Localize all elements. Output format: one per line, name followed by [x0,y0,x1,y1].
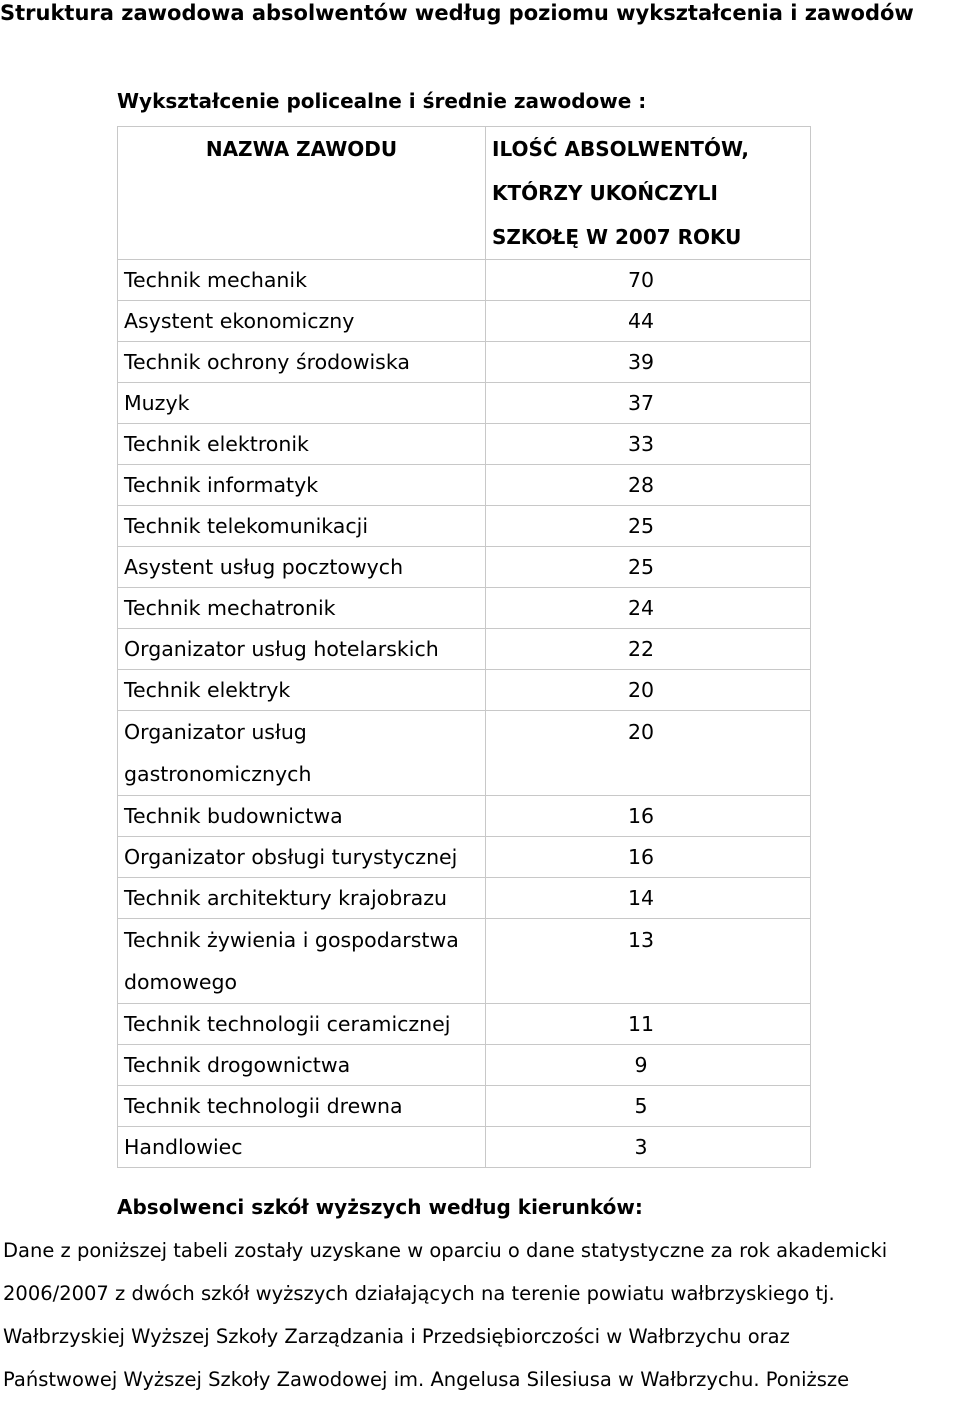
table-row [118,383,811,424]
profession-name: Technik technologii ceramicznej [118,1004,486,1045]
profession-name: Asystent ekonomiczny [118,301,486,342]
graduate-count: 44 [486,301,811,342]
graduate-count: 22 [486,629,811,670]
table-row [118,796,811,837]
table-row [118,629,811,670]
graduate-count: 20 [486,670,811,711]
graduate-count: 20 [486,711,811,796]
graduate-count: 9 [486,1045,811,1086]
table-row [118,588,811,629]
table-row [118,878,811,919]
graduate-count: 24 [486,588,811,629]
profession-name: Organizator obsługi turystycznej [118,837,486,878]
profession-name: Handlowiec [118,1127,486,1168]
table-row [118,424,811,465]
table-row [118,1086,811,1127]
section-heading-vocational: Wykształcenie policealne i średnie zawodowe : [117,89,647,113]
graduate-count: 39 [486,342,811,383]
graduate-count: 3 [486,1127,811,1168]
profession-name: Asystent usług pocztowych [118,547,486,588]
table-row [118,711,811,796]
profession-name: Technik mechatronik [118,588,486,629]
profession-name: Muzyk [118,383,486,424]
table-row [118,670,811,711]
profession-name: Technik informatyk [118,465,486,506]
table-row [118,1045,811,1086]
paragraph-line: Wałbrzyskiej Wyższej Szkoły Zarządzania i Przedsiębiorczości w Wałbrzychu oraz [3,1325,790,1348]
column-header-profession: NAZWA ZAWODU [118,127,486,260]
profession-name: Organizator usług gastronomicznych [118,711,486,796]
paragraph-line: Dane z poniższej tabeli zostały uzyskane w oparciu o dane statystyczne za rok akademicki [3,1239,888,1262]
table-row [118,301,811,342]
graduate-count: 14 [486,878,811,919]
profession-name: Technik technologii drewna [118,1086,486,1127]
profession-name: Technik elektronik [118,424,486,465]
table-row [118,1127,811,1168]
table-header-row [118,127,811,260]
table-row [118,342,811,383]
profession-name: Organizator usług hotelarskich [118,629,486,670]
paragraph-line: Państwowej Wyższej Szkoły Zawodowej im. Angelusa Silesiusa w Wałbrzychu. Poniższe [3,1368,850,1391]
table-row [118,547,811,588]
profession-name: Technik drogownictwa [118,1045,486,1086]
header-line: KTÓRZY UKOŃCZYLI [492,181,718,205]
graduate-count: 16 [486,796,811,837]
graduate-count: 33 [486,424,811,465]
profession-name: Technik ochrony środowiska [118,342,486,383]
profession-name: Technik budownictwa [118,796,486,837]
paragraph-line: 2006/2007 z dwóch szkół wyższych działających na terenie powiatu wałbrzyskiego tj. [3,1282,835,1305]
table-row [118,506,811,547]
profession-name: Technik elektryk [118,670,486,711]
header-line: SZKOŁĘ W 2007 ROKU [492,225,742,249]
table-row [118,465,811,506]
table-row [118,260,811,301]
graduate-count: 5 [486,1086,811,1127]
graduate-count: 11 [486,1004,811,1045]
graduate-count: 37 [486,383,811,424]
column-header-graduate-count [486,127,811,260]
header-line: ILOŚĆ ABSOLWENTÓW, [492,137,749,161]
graduate-count: 13 [486,919,811,1004]
page-title: Struktura zawodowa absolwentów według poziomu wykształcenia i zawodów [0,1,914,25]
graduate-count: 28 [486,465,811,506]
table-row [118,837,811,878]
table-row [118,919,811,1004]
graduate-count: 25 [486,506,811,547]
profession-name: Technik telekomunikacji [118,506,486,547]
graduate-count: 16 [486,837,811,878]
section-heading-higher-education: Absolwenci szkół wyższych według kierunków: [117,1195,643,1219]
profession-name: Technik mechanik [118,260,486,301]
table-row [118,1004,811,1045]
graduate-count: 25 [486,547,811,588]
graduate-count: 70 [486,260,811,301]
graduates-table [117,126,811,1168]
profession-name: Technik architektury krajobrazu [118,878,486,919]
profession-name: Technik żywienia i gospodarstwa domowego [118,919,486,1004]
